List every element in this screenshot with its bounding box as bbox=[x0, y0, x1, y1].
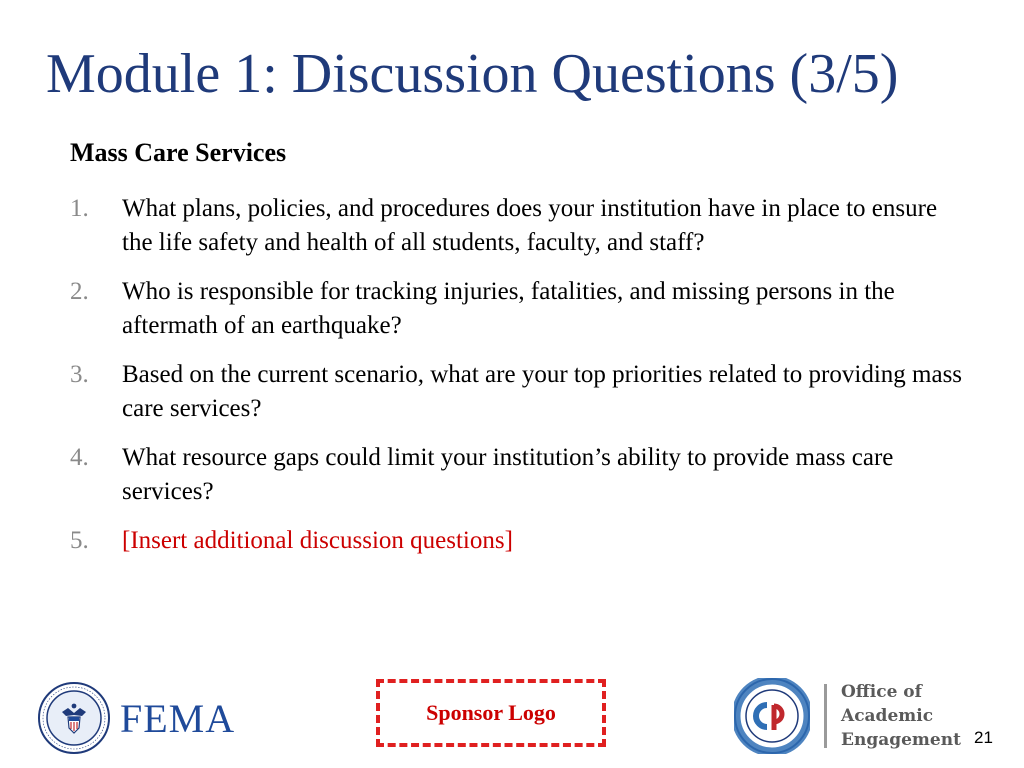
sponsor-label: Sponsor Logo bbox=[426, 700, 556, 725]
sponsor-logo-placeholder bbox=[376, 679, 606, 747]
question-number: 1. bbox=[70, 195, 89, 222]
question-text: What plans, policies, and procedures does your institution have in place to ensure the life safety and health of all students, faculty, and staff? bbox=[122, 195, 938, 256]
question-number: 5. bbox=[70, 527, 89, 554]
question-item-3 bbox=[70, 358, 970, 426]
question-text: What resource gaps could limit your institution’s ability to provide mass care services? bbox=[122, 444, 894, 505]
section-heading: Mass Care Services bbox=[70, 138, 287, 167]
campus-resilience-seal-icon bbox=[734, 678, 810, 754]
question-item-4 bbox=[70, 441, 970, 509]
question-list bbox=[70, 192, 970, 573]
question-number: 3. bbox=[70, 361, 89, 388]
logo-divider bbox=[824, 684, 827, 748]
question-item-2 bbox=[70, 275, 970, 343]
oae-line: Academic bbox=[841, 706, 934, 726]
question-number: 4. bbox=[70, 444, 89, 471]
placeholder-question-text: [Insert additional discussion questions] bbox=[122, 527, 513, 554]
question-item-1 bbox=[70, 192, 970, 260]
fema-logo bbox=[38, 680, 235, 756]
question-text: Based on the current scenario, what are your top priorities related to providing mass care services? bbox=[122, 361, 963, 422]
oae-wordmark bbox=[841, 680, 961, 752]
dhs-seal-icon bbox=[38, 682, 110, 754]
question-text: Who is responsible for tracking injuries, fatalities, and missing persons in the aftermath of an earthquake? bbox=[122, 278, 895, 339]
oae-line: Engagement bbox=[841, 730, 961, 750]
oae-line: Office of bbox=[841, 682, 922, 702]
fema-wordmark: FEMA bbox=[120, 695, 236, 741]
question-number: 2. bbox=[70, 278, 89, 305]
page-number: 21 bbox=[974, 728, 993, 747]
slide-title: Module 1: Discussion Questions (3/5) bbox=[46, 43, 899, 105]
office-of-academic-engagement-logo bbox=[734, 676, 961, 756]
question-item-5 bbox=[70, 524, 970, 558]
